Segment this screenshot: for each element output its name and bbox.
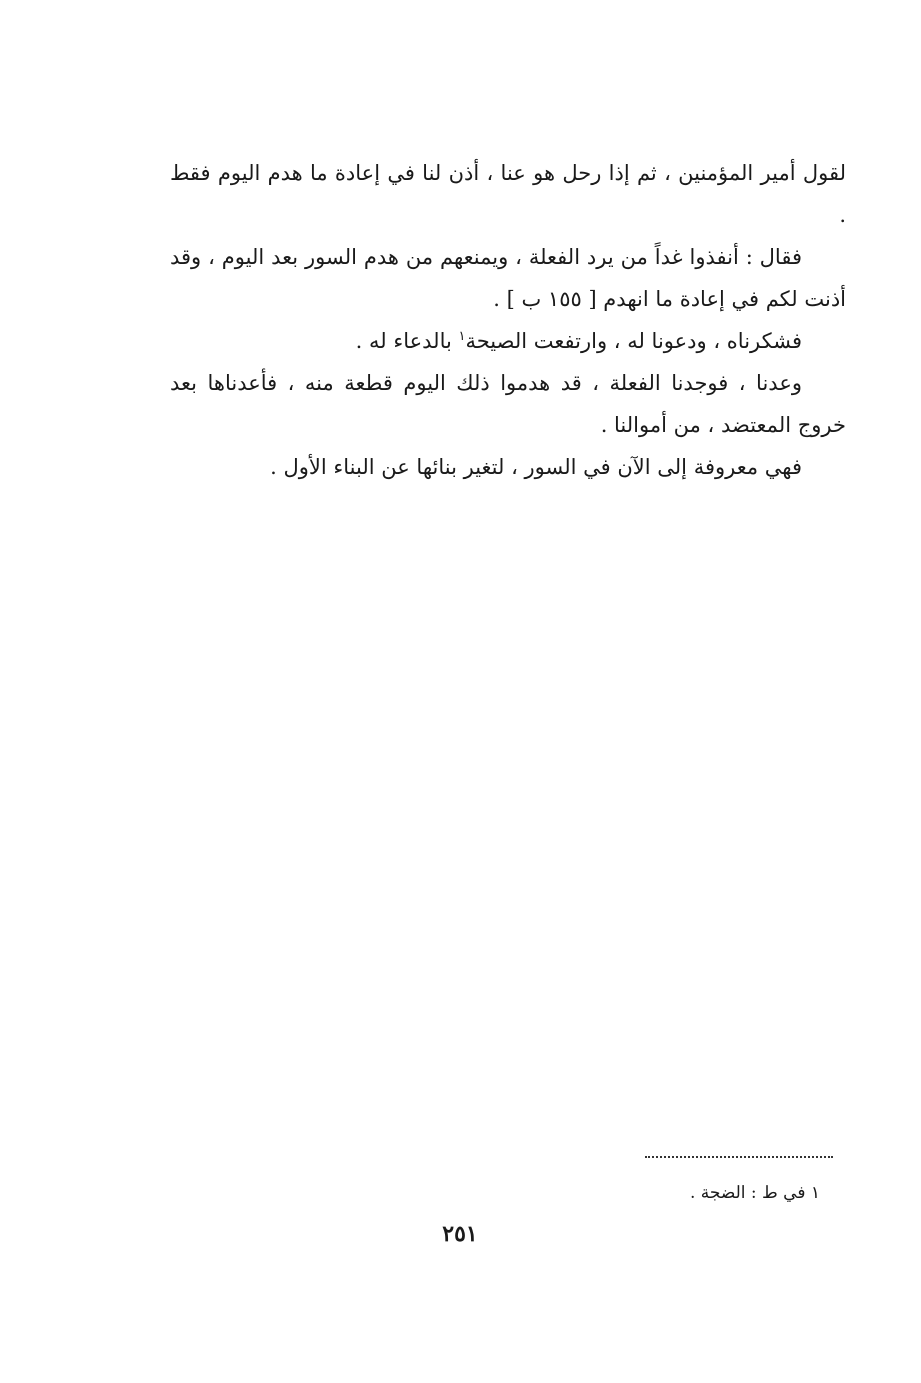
footnote-separator <box>645 1156 833 1158</box>
paragraph-3-tail: بالدعاء له . <box>355 329 452 353</box>
footnote: ١ في ط : الضجة . <box>689 1183 820 1203</box>
page-number: ٢٥١ <box>442 1221 478 1247</box>
paragraph-1: لقول أمير المؤمنين ، ثم إذا رحل هو عنا ، أذن لنا في إعادة ما هدم اليوم فقط . <box>170 161 846 227</box>
paragraph-3-text: فشكرناه ، ودعونا له ، وارتفعت الصيحة <box>465 329 802 353</box>
paragraph-5: فهي معروفة إلى الآن في السور ، لتغير بنائها عن البناء الأول . <box>270 455 802 479</box>
paragraph-2: فقال : أنفذوا غداً من يرد الفعلة ، ويمنعهم من هدم السور بعد اليوم ، وقد أذنت لكم في إعادة ما انهدم [ ١٥٥ ب ] . <box>170 245 846 311</box>
paragraph-3 <box>170 320 846 362</box>
paragraph-4: وعدنا ، فوجدنا الفعلة ، قد هدموا ذلك اليوم قطعة منه ، فأعدناها بعد خروج المعتضد ، من أموالنا . <box>170 371 846 437</box>
footnote-reference: ١ <box>458 329 466 344</box>
main-text <box>170 152 846 488</box>
